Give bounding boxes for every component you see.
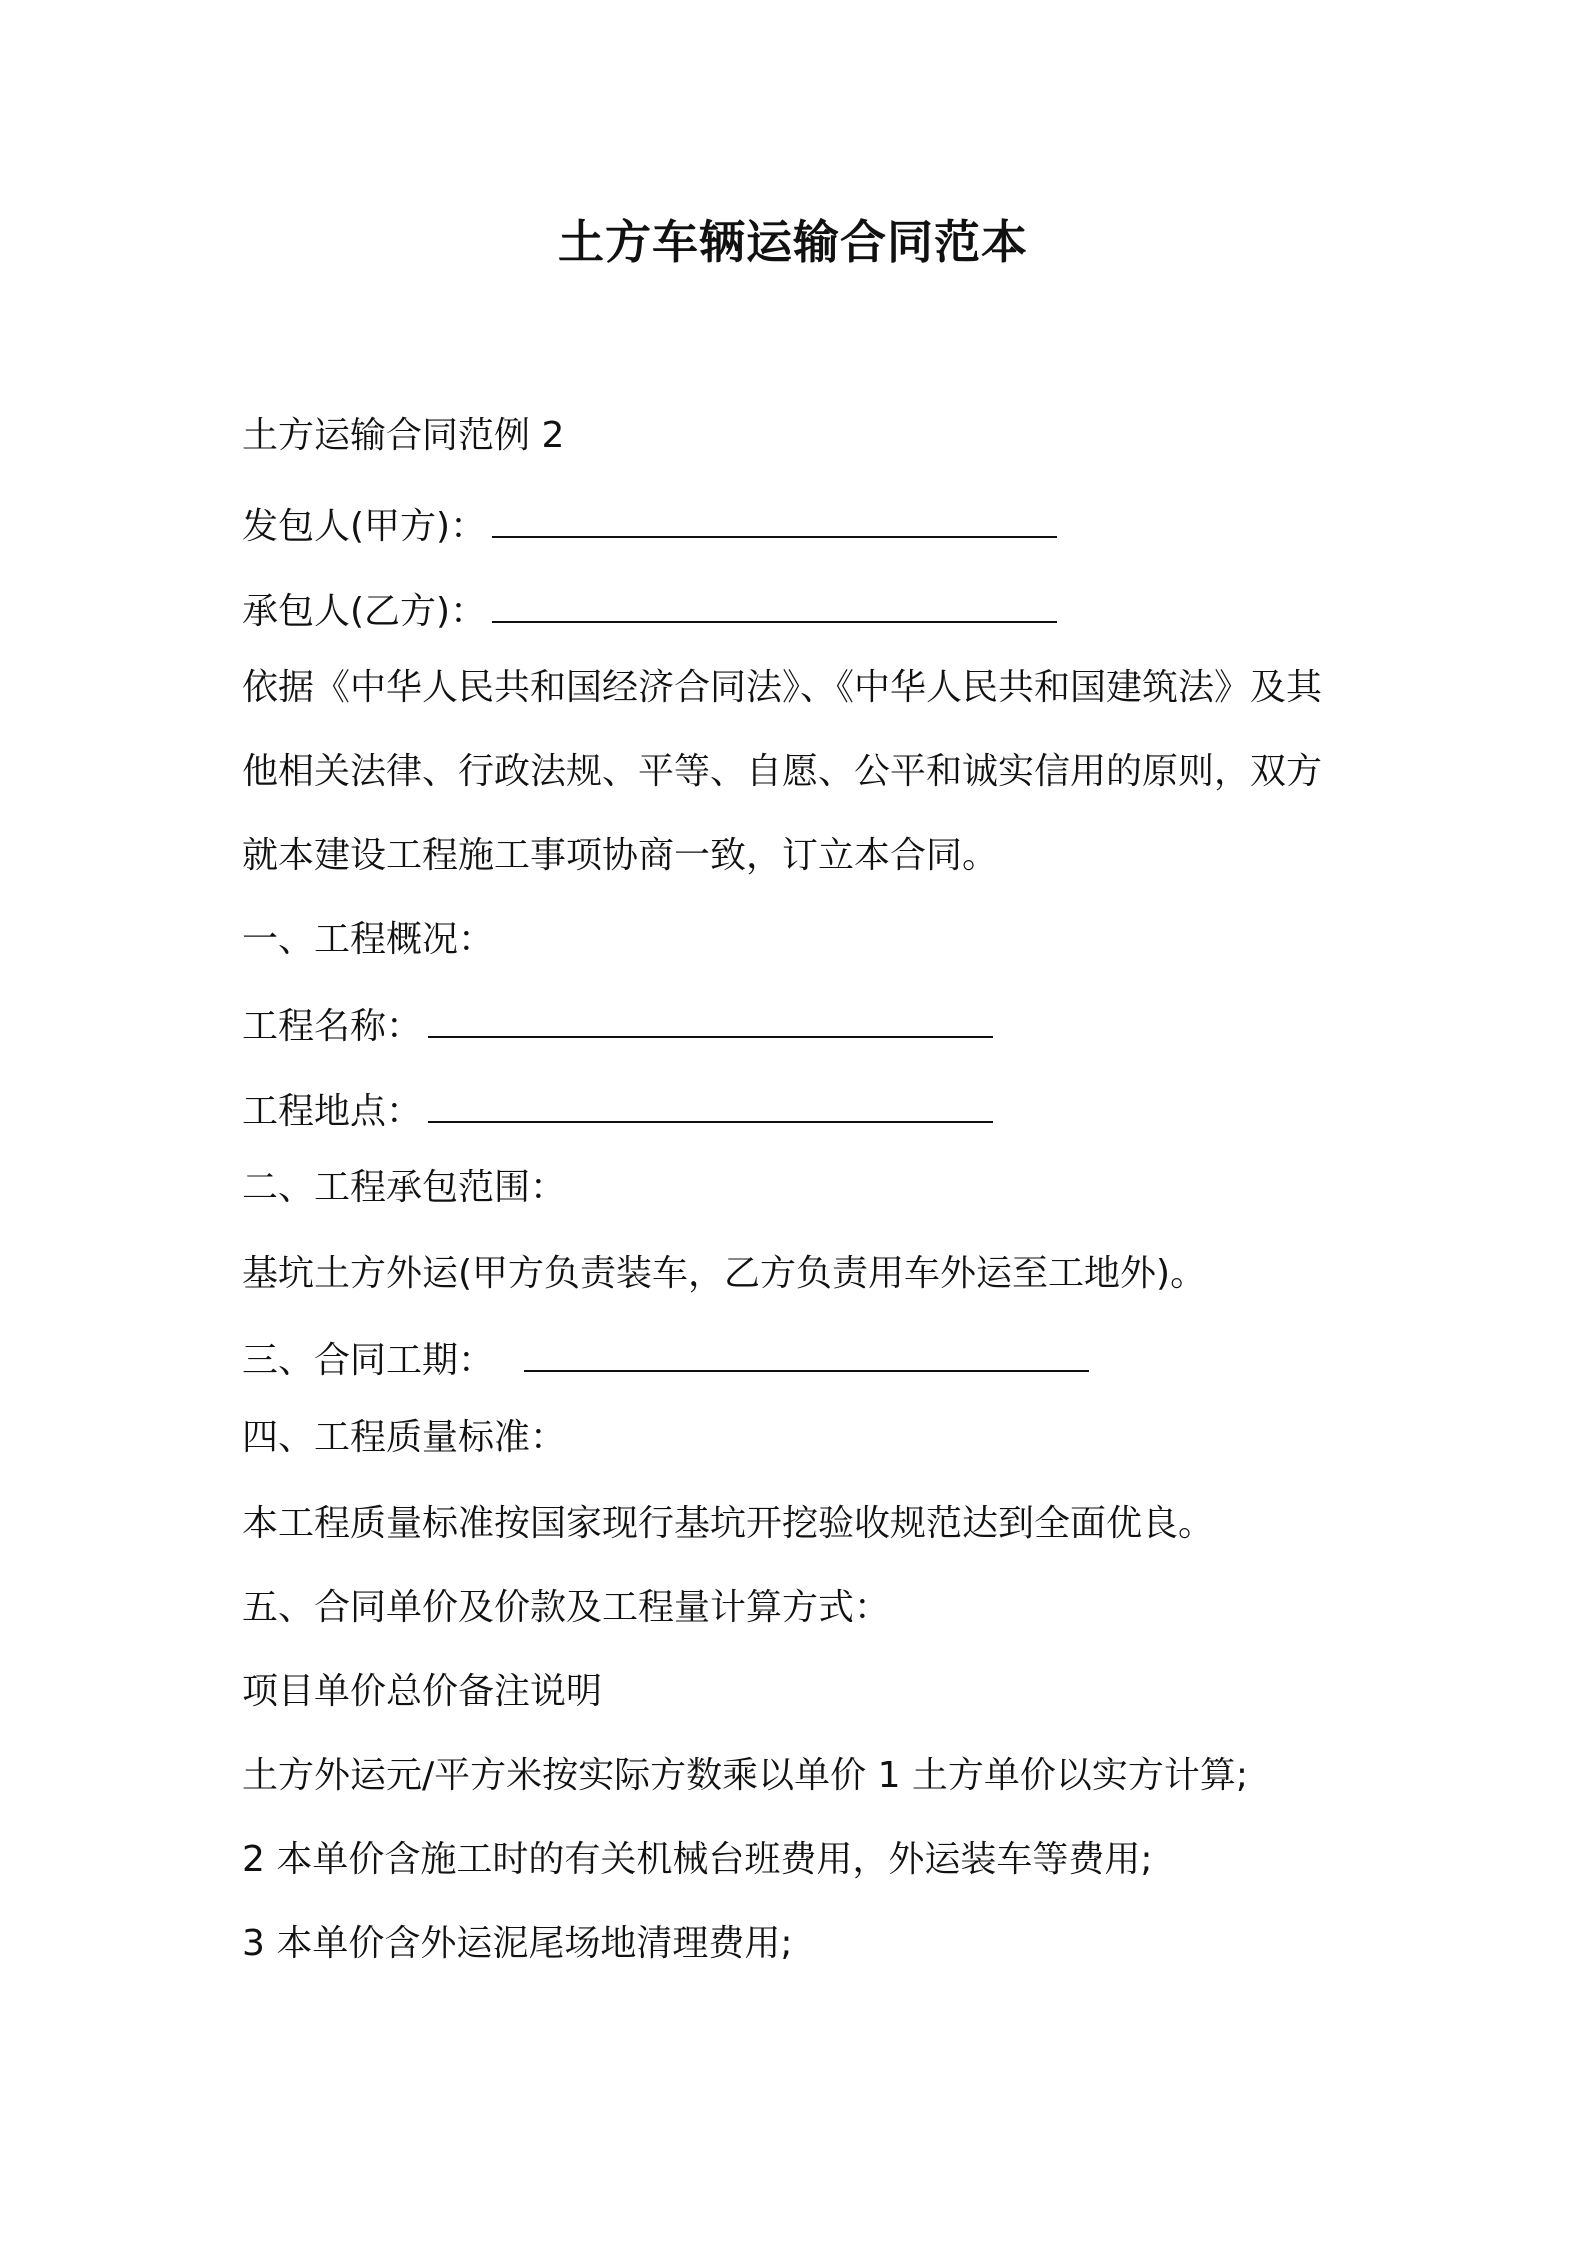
basis-paragraph-line-3: 就本建设工程施工事项协商一致，订立本合同。 xyxy=(242,835,999,876)
section-3-heading: 三、合同工期： xyxy=(242,1340,495,1381)
document-title: 土方车辆运输合同范本 xyxy=(558,215,1028,269)
document-subtitle: 土方运输合同范例 2 xyxy=(242,415,565,456)
party-a-blank xyxy=(492,502,1057,538)
project-location-label: 工程地点： xyxy=(242,1091,423,1132)
section-5-heading: 五、合同单价及价款及工程量计算方式： xyxy=(242,1587,891,1628)
table-header-text: 项目单价总价备注说明 xyxy=(242,1671,603,1712)
scope-text: 基坑土方外运(甲方负责装车，乙方负责用车外运至工地外)。 xyxy=(242,1253,1207,1294)
section-4-heading: 四、工程质量标准： xyxy=(242,1417,567,1458)
party-a-line xyxy=(242,502,1057,551)
section-2-heading: 二、工程承包范围： xyxy=(242,1167,567,1208)
contract-period-blank xyxy=(524,1336,1089,1372)
basis-paragraph-line-2: 他相关法律、行政法规、平等、自愿、公平和诚实信用的原则，双方 xyxy=(242,751,1323,792)
party-b-line xyxy=(242,587,1057,636)
section-1-heading: 一、工程概况： xyxy=(242,919,495,960)
item-3-text: 3 本单价含外运泥尾场地清理费用; xyxy=(242,1923,793,1964)
quality-text: 本工程质量标准按国家现行基坑开挖验收规范达到全面优良。 xyxy=(242,1503,1215,1544)
project-location-blank xyxy=(428,1087,993,1123)
project-location-line xyxy=(242,1087,993,1136)
basis-paragraph-line-1: 依据《中华人民共和国经济合同法》、《中华人民共和国建筑法》及其 xyxy=(242,667,1323,708)
project-name-blank xyxy=(428,1002,993,1038)
project-name-label: 工程名称： xyxy=(242,1006,423,1047)
party-b-blank xyxy=(492,587,1057,623)
party-b-label: 承包人(乙方)： xyxy=(242,591,487,632)
section-3-line xyxy=(242,1336,1089,1385)
project-name-line xyxy=(242,1002,993,1051)
item-2-text: 2 本单价含施工时的有关机械台班费用，外运装车等费用; xyxy=(242,1839,1153,1880)
party-a-label: 发包人(甲方)： xyxy=(242,506,487,547)
item-1-text: 土方外运元/平方米按实际方数乘以单价 1 土方单价以实方计算; xyxy=(242,1755,1249,1796)
